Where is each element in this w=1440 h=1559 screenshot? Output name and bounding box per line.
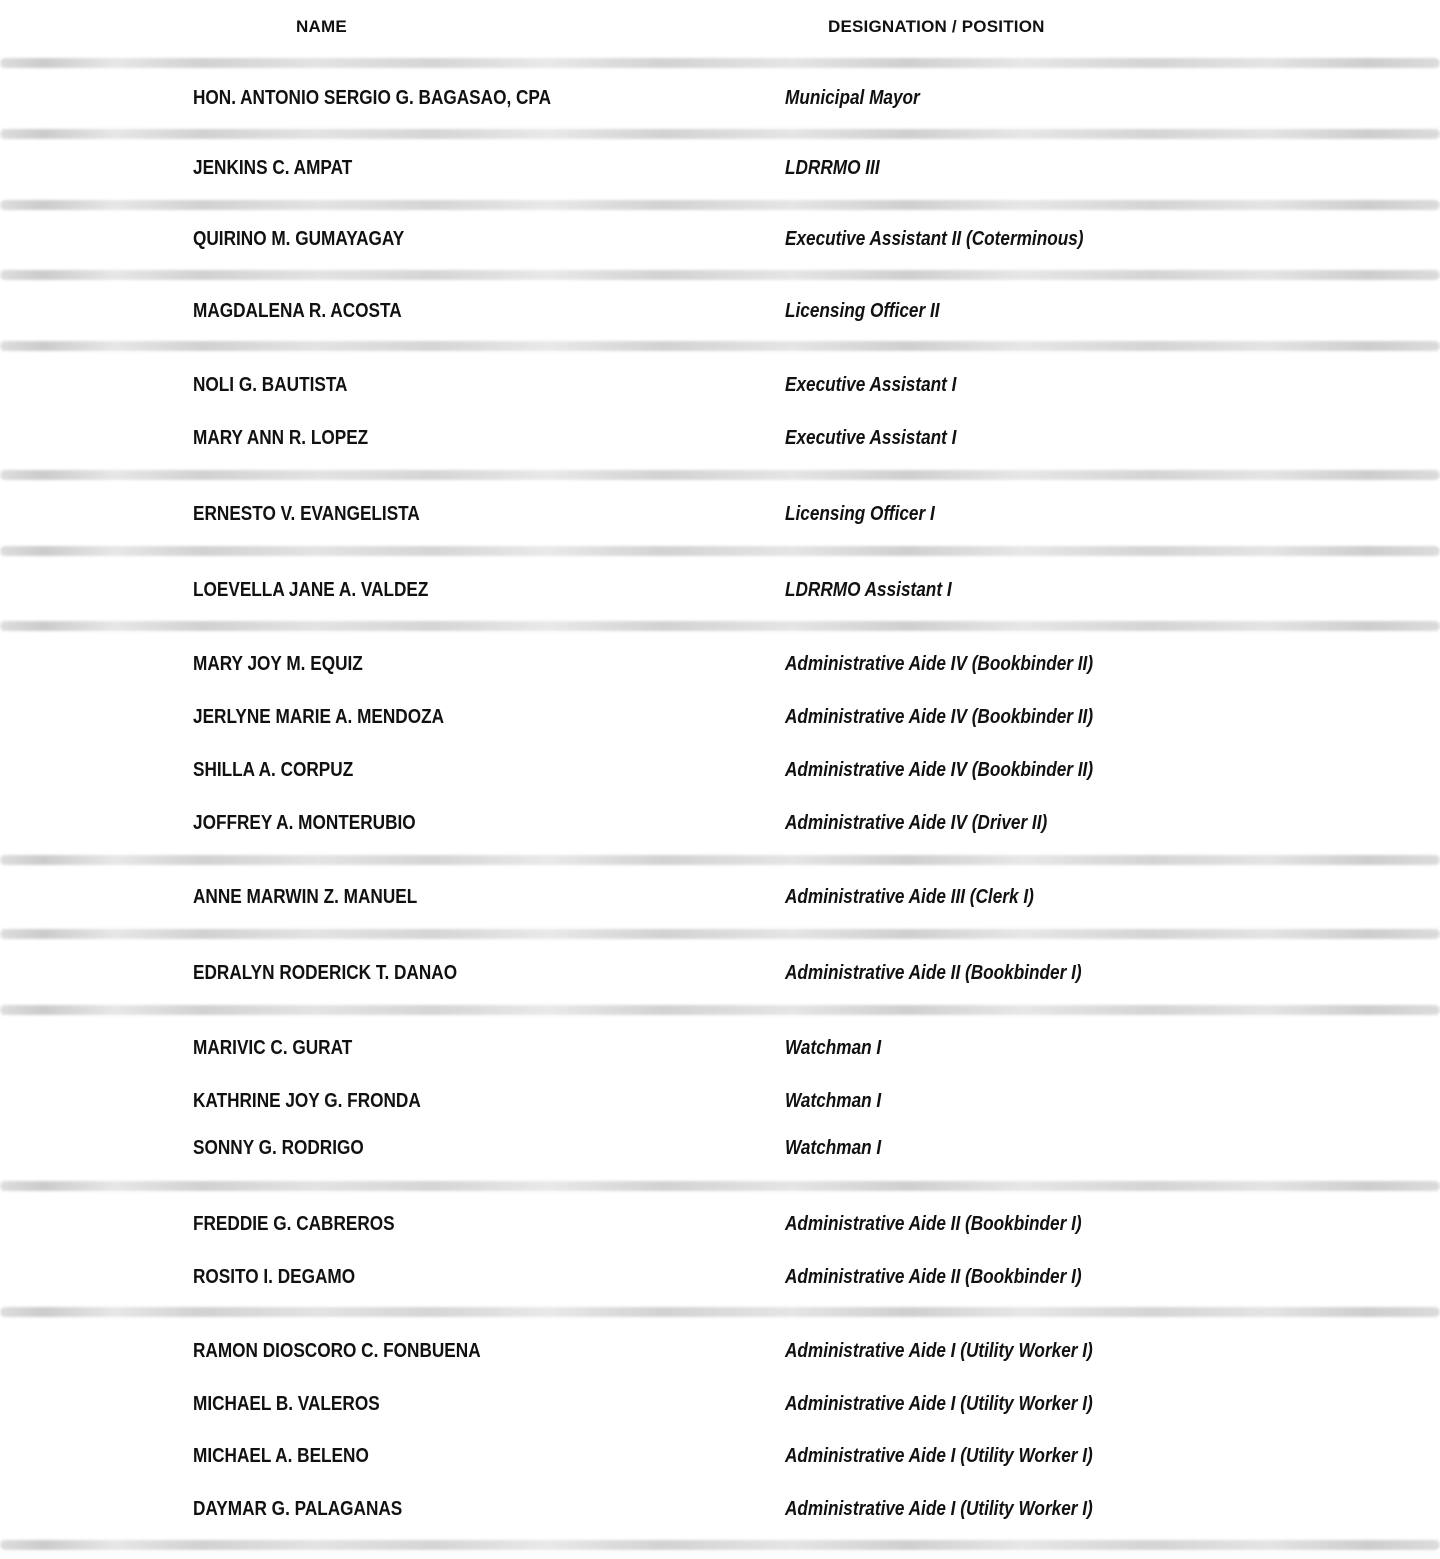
table-row <box>0 1444 1440 1468</box>
table-row <box>0 1036 1440 1060</box>
table-row <box>0 1339 1440 1363</box>
employee-position: Licensing Officer II <box>785 300 940 322</box>
employee-name: ANNE MARWIN Z. MANUEL <box>193 886 418 908</box>
employee-name: SHILLA A. CORPUZ <box>193 759 354 781</box>
group-divider <box>0 929 1440 939</box>
employee-position: Administrative Aide II (Bookbinder I) <box>785 1266 1082 1288</box>
table-row <box>0 502 1440 526</box>
employee-position: Administrative Aide III (Clerk I) <box>785 886 1034 908</box>
group-divider <box>0 1307 1440 1317</box>
table-row <box>0 373 1440 397</box>
employee-position: Administrative Aide I (Utility Worker I) <box>785 1340 1093 1362</box>
table-row <box>0 86 1440 110</box>
employee-name: JOFFREY A. MONTERUBIO <box>193 812 416 834</box>
group-divider <box>0 1540 1440 1550</box>
employee-position: Executive Assistant I <box>785 427 957 449</box>
group-divider <box>0 621 1440 631</box>
group-divider <box>0 855 1440 865</box>
employee-position: LDRRMO Assistant I <box>785 579 952 601</box>
employee-position: Watchman I <box>785 1037 882 1059</box>
table-row <box>0 705 1440 729</box>
column-header-name: NAME <box>296 17 347 36</box>
employee-name: MARIVIC C. GURAT <box>193 1037 353 1059</box>
employee-position: Executive Assistant I <box>785 374 957 396</box>
employee-position: Administrative Aide I (Utility Worker I) <box>785 1498 1093 1520</box>
employee-position: Executive Assistant II (Coterminous) <box>785 228 1084 250</box>
table-row <box>0 758 1440 782</box>
employee-name: MARY ANN R. LOPEZ <box>193 427 369 449</box>
employee-name: MAGDALENA R. ACOSTA <box>193 300 402 322</box>
employee-position: Watchman I <box>785 1090 882 1112</box>
employee-position: Licensing Officer I <box>785 503 935 525</box>
employee-position: LDRRMO III <box>785 157 880 179</box>
table-row <box>0 156 1440 180</box>
table-row <box>0 227 1440 251</box>
employee-name: MICHAEL B. VALEROS <box>193 1393 380 1415</box>
employee-position: Administrative Aide IV (Bookbinder II) <box>785 706 1094 728</box>
employee-name: EDRALYN RODERICK T. DANAO <box>193 962 458 984</box>
group-divider <box>0 270 1440 280</box>
group-divider <box>0 546 1440 556</box>
employee-name: SONNY G. RODRIGO <box>193 1137 364 1159</box>
table-row <box>0 652 1440 676</box>
employee-name: QUIRINO M. GUMAYAGAY <box>193 228 405 250</box>
employee-name: DAYMAR G. PALAGANAS <box>193 1498 403 1520</box>
group-divider <box>0 58 1440 68</box>
employee-position: Watchman I <box>785 1137 882 1159</box>
table-row <box>0 961 1440 985</box>
group-divider <box>0 129 1440 139</box>
employee-position: Administrative Aide II (Bookbinder I) <box>785 962 1082 984</box>
employee-name: JENKINS C. AMPAT <box>193 157 353 179</box>
group-divider <box>0 1005 1440 1015</box>
group-divider <box>0 470 1440 480</box>
employee-position: Administrative Aide I (Utility Worker I) <box>785 1393 1093 1415</box>
table-row <box>0 1392 1440 1416</box>
table-row <box>0 811 1440 835</box>
employee-name: KATHRINE JOY G. FRONDA <box>193 1090 421 1112</box>
employee-position: Administrative Aide II (Bookbinder I) <box>785 1213 1082 1235</box>
group-divider <box>0 341 1440 351</box>
employee-position: Municipal Mayor <box>785 87 920 109</box>
employee-position: Administrative Aide I (Utility Worker I) <box>785 1445 1093 1467</box>
employee-position: Administrative Aide IV (Driver II) <box>785 812 1048 834</box>
employee-name: MARY JOY M. EQUIZ <box>193 653 363 675</box>
group-divider <box>0 1181 1440 1191</box>
table-row <box>0 1497 1440 1521</box>
employee-name: JERLYNE MARIE A. MENDOZA <box>193 706 445 728</box>
group-divider <box>0 200 1440 210</box>
table-row <box>0 885 1440 909</box>
employee-name: HON. ANTONIO SERGIO G. BAGASAO, CPA <box>193 87 552 109</box>
employee-name: NOLI G. BAUTISTA <box>193 374 348 396</box>
table-row <box>0 1136 1440 1160</box>
employee-position: Administrative Aide IV (Bookbinder II) <box>785 759 1094 781</box>
table-row <box>0 1212 1440 1236</box>
employee-name: MICHAEL A. BELENO <box>193 1445 369 1467</box>
employee-name: ERNESTO V. EVANGELISTA <box>193 503 420 525</box>
table-row <box>0 1089 1440 1113</box>
table-row <box>0 1265 1440 1289</box>
employee-name: LOEVELLA JANE A. VALDEZ <box>193 579 429 601</box>
column-header-position: DESIGNATION / POSITION <box>828 17 1045 36</box>
employee-name: FREDDIE G. CABREROS <box>193 1213 395 1235</box>
employee-name: RAMON DIOSCORO C. FONBUENA <box>193 1340 481 1362</box>
table-row <box>0 578 1440 602</box>
employee-position: Administrative Aide IV (Bookbinder II) <box>785 653 1094 675</box>
employee-name: ROSITO I. DEGAMO <box>193 1266 356 1288</box>
table-row <box>0 299 1440 323</box>
table-row <box>0 426 1440 450</box>
